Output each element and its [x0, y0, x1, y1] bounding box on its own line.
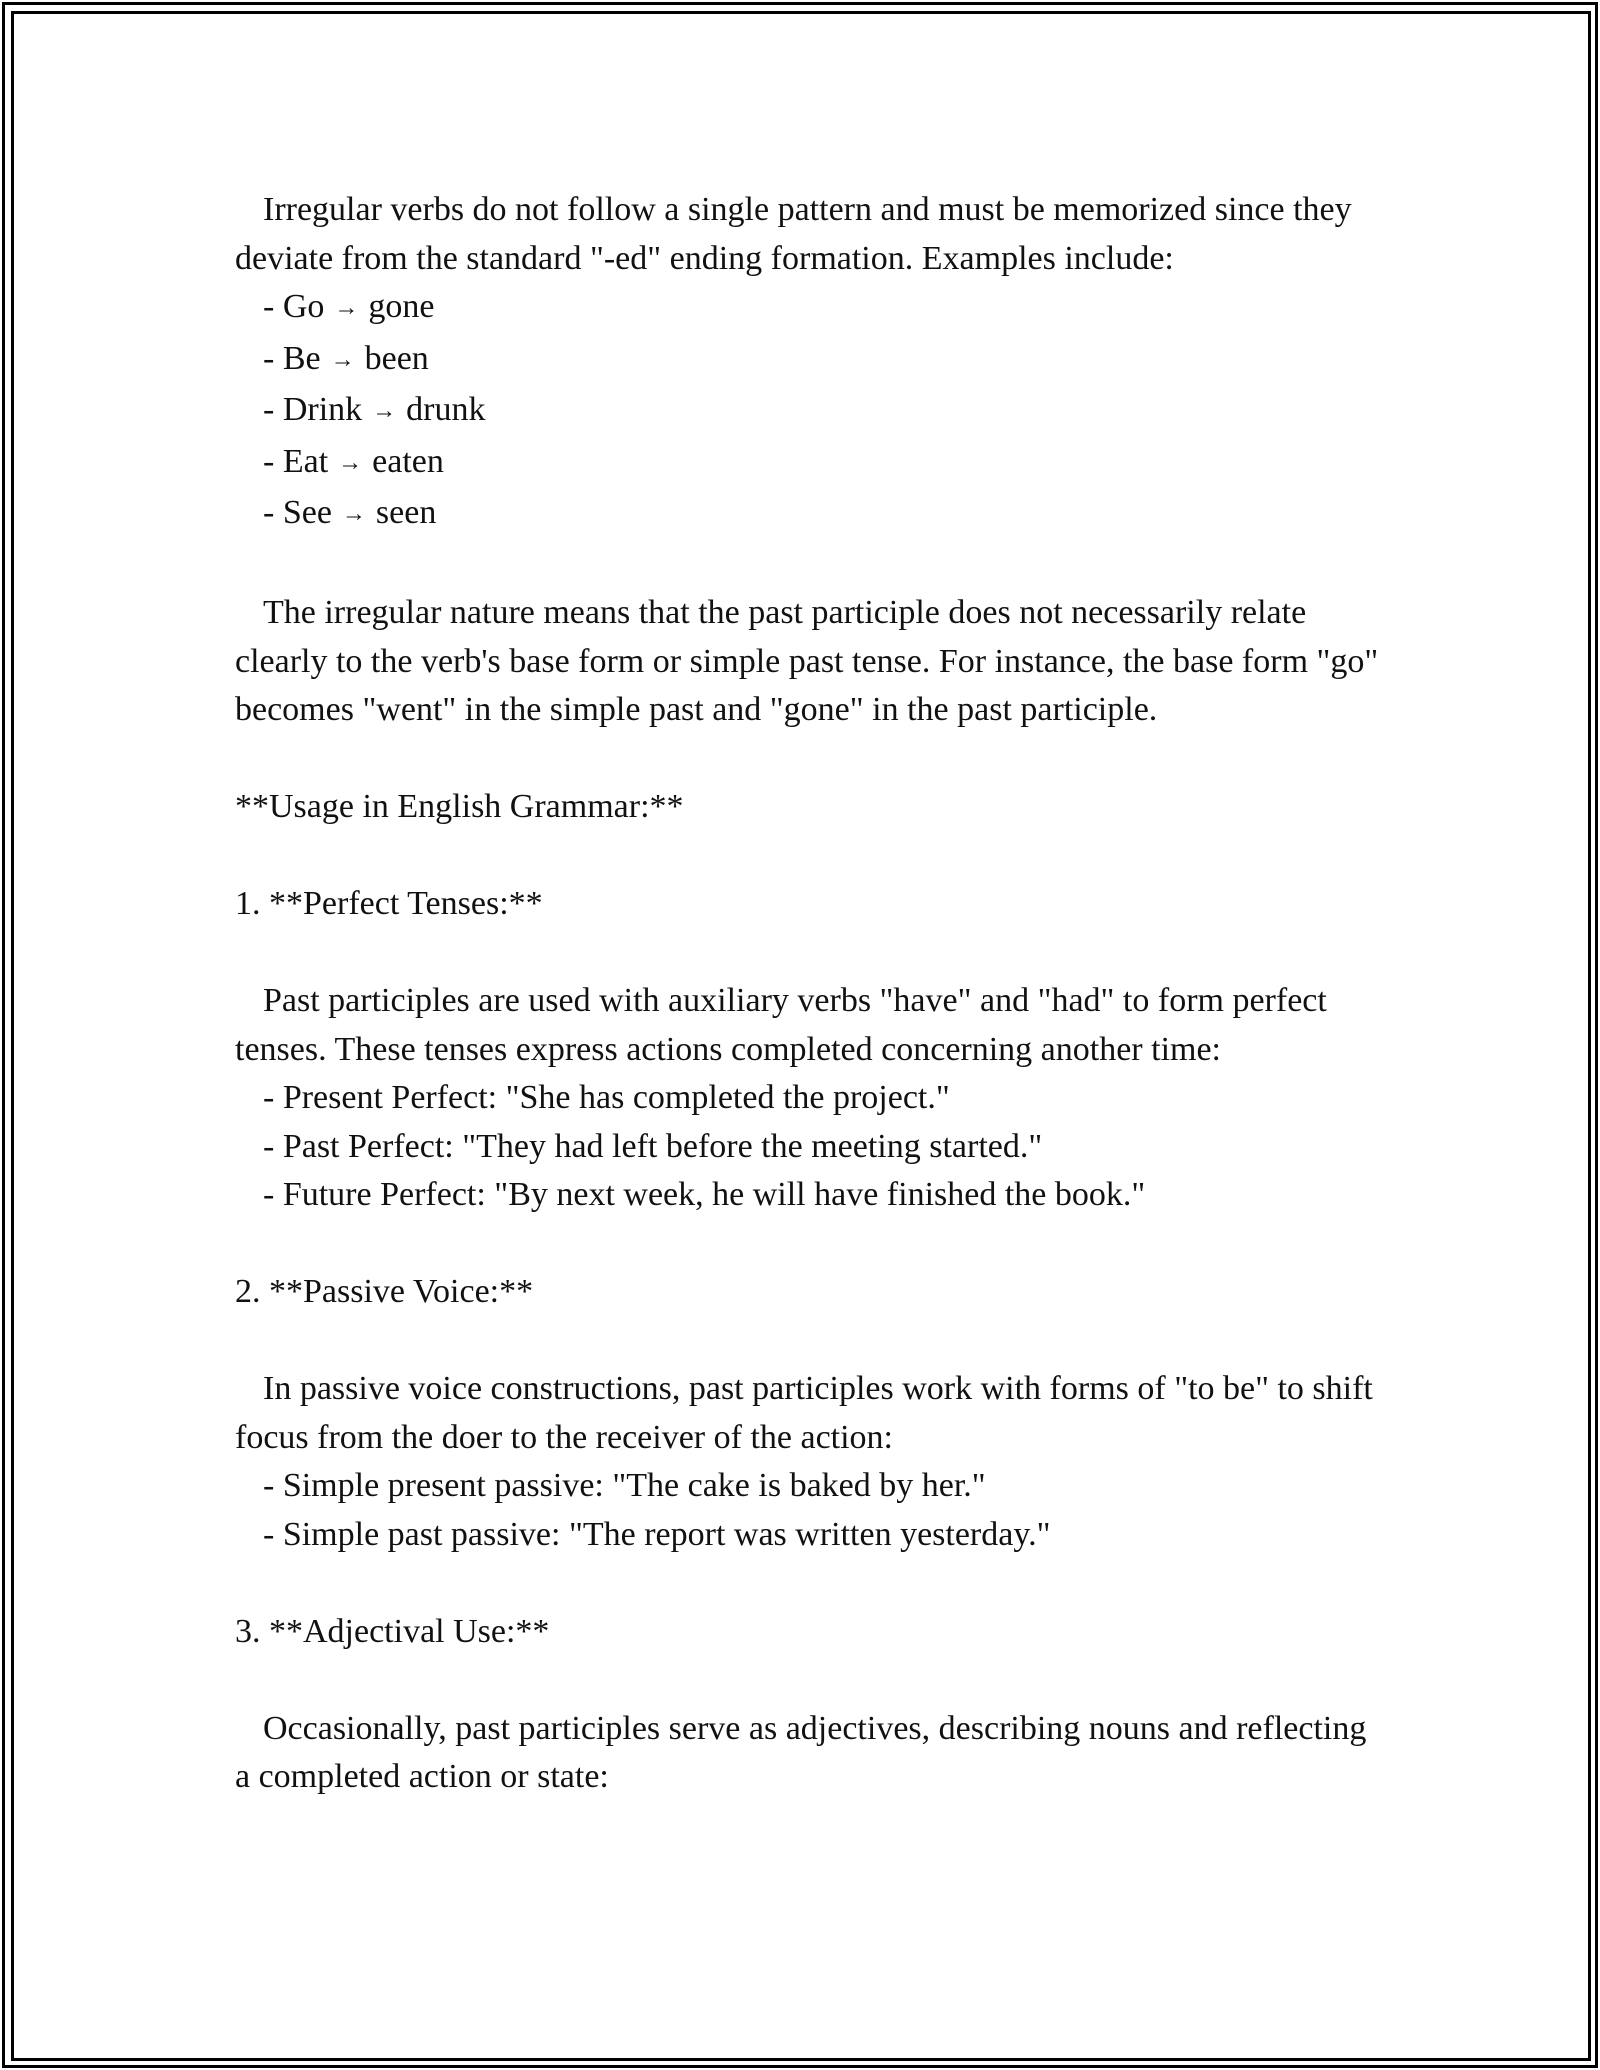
- spacer: [235, 1220, 1385, 1269]
- document-body: [235, 186, 1385, 1802]
- list-item: - See → seen: [263, 494, 437, 531]
- passive-voice-paragraph: In passive voice constructions, past participles work with forms of "to be" to shift focus from the doer to the receiver of the action:: [235, 1370, 1373, 1456]
- nature-paragraph: The irregular nature means that the past participle does not necessarily relate clearly to the verb's base form or simple past tense. For instance, the base form "go" becomes "went" in the simple past and "gone" in the past participle.: [235, 594, 1379, 728]
- adjectival-use-paragraph: Occasionally, past participles serve as adjectives, describing nouns and reflecting a completed action or state:: [235, 1709, 1367, 1795]
- list-item: - Go → gone: [263, 288, 435, 325]
- spacer: [235, 1656, 1385, 1705]
- right-arrow-icon: →: [372, 398, 397, 424]
- list-item: - Drink → drunk: [263, 391, 486, 428]
- list-item: - Past Perfect: "They had left before the meeting started.": [263, 1127, 1043, 1165]
- perfect-tenses-paragraph: Past participles are used with auxiliary verbs "have" and "had" to form perfect tenses. These tenses express actions completed concerning another time:: [235, 982, 1327, 1068]
- spacer: [235, 735, 1385, 784]
- perfect-tenses-heading: 1. **Perfect Tenses:**: [235, 885, 543, 922]
- spacer: [235, 832, 1385, 881]
- passive-voice-heading: 2. **Passive Voice:**: [235, 1273, 534, 1310]
- list-item: - Present Perfect: "She has completed the project.": [263, 1079, 950, 1116]
- list-item: - Future Perfect: "By next week, he will have finished the book.": [263, 1176, 1146, 1213]
- spacer: [235, 1559, 1385, 1608]
- irregular-examples-list: [235, 283, 1385, 541]
- intro-paragraph: Irregular verbs do not follow a single pattern and must be memorized since they deviate from the standard "-ed" ending formation. Examples include:: [235, 191, 1352, 277]
- adjectival-use-heading: 3. **Adjectival Use:**: [235, 1612, 550, 1650]
- list-item: - Eat → eaten: [263, 442, 444, 480]
- right-arrow-icon: →: [338, 449, 363, 476]
- list-item: - Simple present passive: "The cake is baked by her.": [263, 1467, 986, 1504]
- right-arrow-icon: →: [330, 346, 355, 373]
- right-arrow-icon: →: [334, 295, 359, 321]
- list-item: - Be → been: [263, 339, 429, 377]
- list-item: - Simple past passive: "The report was written yesterday.": [263, 1515, 1051, 1553]
- spacer: [235, 929, 1385, 978]
- usage-heading: **Usage in English Grammar:**: [235, 788, 684, 825]
- spacer: [235, 1317, 1385, 1366]
- spacer: [235, 541, 1385, 590]
- right-arrow-icon: →: [341, 501, 366, 527]
